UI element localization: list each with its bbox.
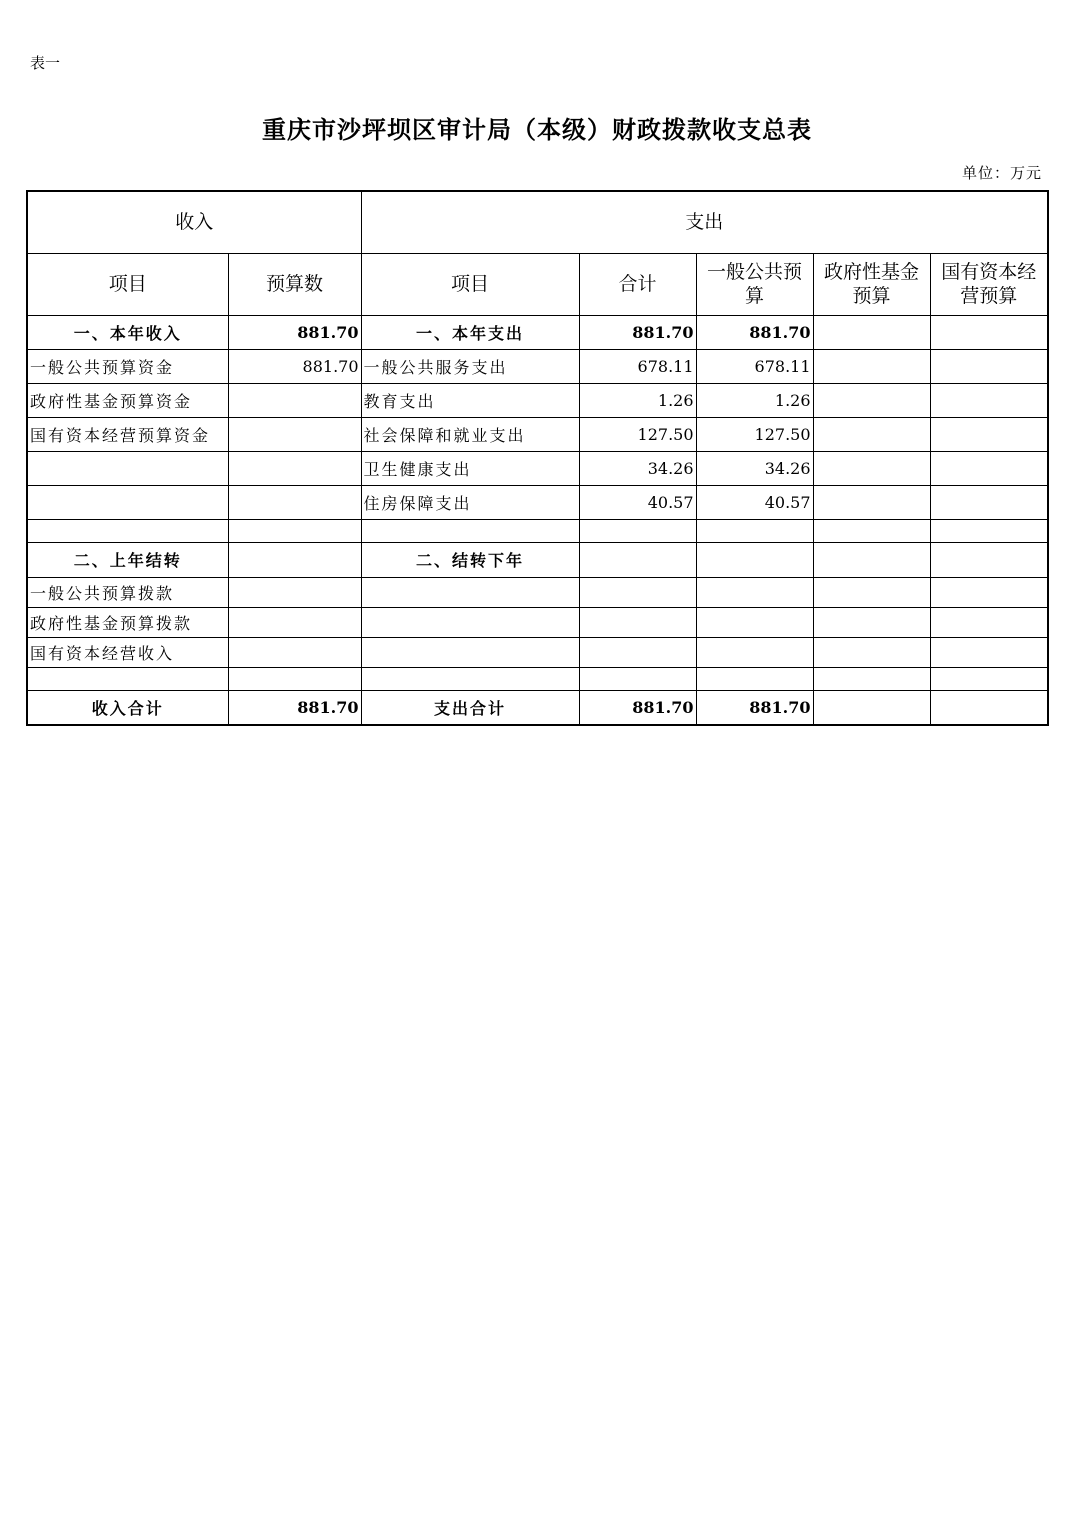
income-amount-cell [228, 637, 361, 667]
general-budget-header: 一般公共预算 [696, 253, 813, 315]
state-capital-cell [930, 383, 1048, 417]
income-amount-cell [228, 542, 361, 577]
income-item-cell: 政府性基金预算拨款 [27, 607, 228, 637]
gov-fund-cell [813, 637, 930, 667]
gov-fund-cell [813, 542, 930, 577]
header-row-2 [27, 253, 1048, 315]
page-title: 重庆市沙坪坝区审计局（本级）财政拨款收支总表 [262, 115, 812, 144]
table-row [27, 667, 1048, 690]
expense-item-cell: 二、结转下年 [361, 542, 579, 577]
income-item-cell: 一般公共预算拨款 [27, 577, 228, 607]
income-total-label: 收入合计 [27, 690, 228, 725]
header-row-1 [27, 191, 1048, 253]
general-budget-cell: 40.57 [696, 485, 813, 519]
table-row [27, 349, 1048, 383]
state-capital-header: 国有资本经营预算 [930, 253, 1048, 315]
gov-fund-cell [813, 485, 930, 519]
expense-item-header: 项目 [361, 253, 579, 315]
gov-fund-cell [813, 315, 930, 349]
total-cell: 34.26 [579, 451, 696, 485]
income-item-cell: 一般公共预算资金 [27, 349, 228, 383]
income-amount-cell [228, 607, 361, 637]
income-item-cell: 国有资本经营预算资金 [27, 417, 228, 451]
expense-item-cell: 一、本年支出 [361, 315, 579, 349]
expense-item-cell [361, 519, 579, 542]
expense-item-cell [361, 607, 579, 637]
expense-item-cell [361, 637, 579, 667]
income-amount-cell [228, 577, 361, 607]
gov-fund-cell [813, 417, 930, 451]
general-budget-cell [696, 607, 813, 637]
gov-fund-header: 政府性基金预算 [813, 253, 930, 315]
income-amount-cell [228, 667, 361, 690]
income-amount-cell: 881.70 [228, 315, 361, 349]
expense-item-cell [361, 577, 579, 607]
state-capital-cell [930, 451, 1048, 485]
state-capital-cell [930, 542, 1048, 577]
table-row [27, 485, 1048, 519]
expense-total-label: 支出合计 [361, 690, 579, 725]
table-row [27, 383, 1048, 417]
budget-summary-table [26, 190, 1049, 726]
expense-item-cell [361, 667, 579, 690]
income-item-cell [27, 485, 228, 519]
income-item-cell [27, 667, 228, 690]
total-cell: 40.57 [579, 485, 696, 519]
income-total-amount: 881.70 [228, 690, 361, 725]
state-capital-cell [930, 349, 1048, 383]
income-item-cell: 国有资本经营收入 [27, 637, 228, 667]
general-budget-cell [696, 667, 813, 690]
state-capital-cell [930, 577, 1048, 607]
table-row [27, 519, 1048, 542]
table-row [27, 637, 1048, 667]
expense-header: 支出 [361, 191, 1048, 253]
general-budget-cell [696, 577, 813, 607]
state-capital-cell [930, 519, 1048, 542]
general-budget-cell [696, 542, 813, 577]
table-row [27, 417, 1048, 451]
general-budget-cell: 34.26 [696, 451, 813, 485]
table-row [27, 607, 1048, 637]
state-capital-cell [930, 417, 1048, 451]
total-cell [579, 542, 696, 577]
total-cell: 881.70 [579, 315, 696, 349]
total-cell: 678.11 [579, 349, 696, 383]
expense-item-cell: 社会保障和就业支出 [361, 417, 579, 451]
income-item-cell: 一、本年收入 [27, 315, 228, 349]
income-amount-cell [228, 519, 361, 542]
income-amount-cell: 881.70 [228, 349, 361, 383]
income-item-cell: 政府性基金预算资金 [27, 383, 228, 417]
income-item-header: 项目 [27, 253, 228, 315]
general-budget-cell: 1.26 [696, 383, 813, 417]
gov-fund-cell [813, 607, 930, 637]
general-budget-cell [696, 519, 813, 542]
gov-fund-cell [813, 383, 930, 417]
general-budget-cell: 678.11 [696, 349, 813, 383]
total-header: 合计 [579, 253, 696, 315]
state-capital-cell [930, 315, 1048, 349]
income-item-cell [27, 451, 228, 485]
unit-label: 单位：万元 [961, 164, 1042, 182]
gov-fund-cell [813, 667, 930, 690]
general-budget-cell: 127.50 [696, 417, 813, 451]
table-row [27, 315, 1048, 349]
general-budget-cell: 881.70 [696, 690, 813, 725]
table-row [27, 451, 1048, 485]
income-budget-header: 预算数 [228, 253, 361, 315]
state-capital-cell [930, 637, 1048, 667]
expense-item-cell: 一般公共服务支出 [361, 349, 579, 383]
total-cell [579, 607, 696, 637]
income-amount-cell [228, 417, 361, 451]
table-row [27, 542, 1048, 577]
general-budget-cell: 881.70 [696, 315, 813, 349]
income-header: 收入 [27, 191, 361, 253]
income-amount-cell [228, 383, 361, 417]
state-capital-cell [930, 485, 1048, 519]
table-row [27, 577, 1048, 607]
total-cell: 1.26 [579, 383, 696, 417]
total-cell [579, 519, 696, 542]
total-cell [579, 577, 696, 607]
expense-item-cell: 教育支出 [361, 383, 579, 417]
total-cell [579, 637, 696, 667]
income-amount-cell [228, 485, 361, 519]
expense-item-cell: 卫生健康支出 [361, 451, 579, 485]
gov-fund-cell [813, 577, 930, 607]
table-number: 表一 [30, 54, 61, 72]
income-item-cell: 二、上年结转 [27, 542, 228, 577]
state-capital-cell [930, 667, 1048, 690]
gov-fund-cell [813, 451, 930, 485]
total-cell: 881.70 [579, 690, 696, 725]
gov-fund-cell [813, 690, 930, 725]
expense-item-cell: 住房保障支出 [361, 485, 579, 519]
gov-fund-cell [813, 349, 930, 383]
state-capital-cell [930, 607, 1048, 637]
gov-fund-cell [813, 519, 930, 542]
totals-row [27, 690, 1048, 725]
income-item-cell [27, 519, 228, 542]
general-budget-cell [696, 637, 813, 667]
total-cell: 127.50 [579, 417, 696, 451]
income-amount-cell [228, 451, 361, 485]
total-cell [579, 667, 696, 690]
state-capital-cell [930, 690, 1048, 725]
